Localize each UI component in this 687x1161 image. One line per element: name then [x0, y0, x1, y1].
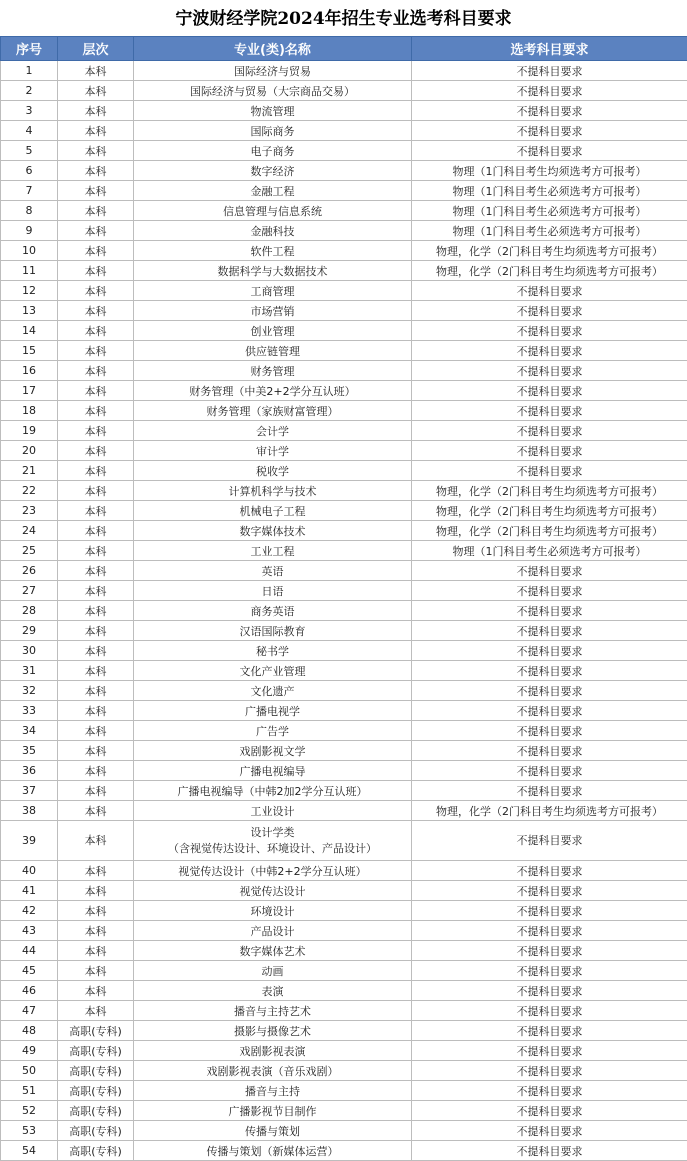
table-row — [1, 181, 687, 201]
cell-level: 本科 — [58, 121, 134, 141]
cell-requirement: 不提科目要求 — [412, 1061, 687, 1081]
cell-requirement: 不提科目要求 — [412, 401, 687, 421]
cell-major: 广播影视节目制作 — [134, 1101, 412, 1121]
cell-requirement: 物理，化学（2门科目考生均须选考方可报考） — [412, 481, 687, 501]
cell-number: 20 — [1, 441, 58, 461]
cell-level: 本科 — [58, 321, 134, 341]
cell-requirement: 不提科目要求 — [412, 1141, 687, 1161]
cell-level: 本科 — [58, 581, 134, 601]
table-row — [1, 701, 687, 721]
cell-level: 本科 — [58, 661, 134, 681]
cell-level: 本科 — [58, 81, 134, 101]
cell-level: 本科 — [58, 481, 134, 501]
cell-number: 31 — [1, 661, 58, 681]
table-body — [1, 61, 687, 1161]
cell-requirement: 不提科目要求 — [412, 941, 687, 961]
cell-level: 本科 — [58, 761, 134, 781]
cell-major: 播音与主持 — [134, 1081, 412, 1101]
cell-major: 计算机科学与技术 — [134, 481, 412, 501]
cell-level: 本科 — [58, 421, 134, 441]
cell-major: 秘书学 — [134, 641, 412, 661]
table-row — [1, 1101, 687, 1121]
cell-requirement: 不提科目要求 — [412, 61, 687, 81]
cell-number: 47 — [1, 1001, 58, 1021]
cell-number: 37 — [1, 781, 58, 801]
cell-level: 本科 — [58, 741, 134, 761]
cell-major: 数字媒体技术 — [134, 521, 412, 541]
cell-level: 本科 — [58, 201, 134, 221]
cell-level: 高职(专科) — [58, 1101, 134, 1121]
table-row — [1, 581, 687, 601]
cell-major: 传播与策划 — [134, 1121, 412, 1141]
cell-level: 本科 — [58, 641, 134, 661]
cell-requirement: 不提科目要求 — [412, 341, 687, 361]
cell-number: 34 — [1, 721, 58, 741]
cell-requirement: 不提科目要求 — [412, 781, 687, 801]
cell-requirement: 不提科目要求 — [412, 281, 687, 301]
cell-number: 14 — [1, 321, 58, 341]
cell-major: 视觉传达设计（中韩2+2学分互认班） — [134, 861, 412, 881]
cell-requirement: 不提科目要求 — [412, 361, 687, 381]
cell-requirement: 物理，化学（2门科目考生均须选考方可报考） — [412, 801, 687, 821]
cell-requirement: 不提科目要求 — [412, 1001, 687, 1021]
cell-level: 本科 — [58, 361, 134, 381]
cell-level: 本科 — [58, 781, 134, 801]
table-row — [1, 721, 687, 741]
cell-requirement: 不提科目要求 — [412, 321, 687, 341]
cell-number: 18 — [1, 401, 58, 421]
cell-major: 戏剧影视文学 — [134, 741, 412, 761]
cell-number: 54 — [1, 1141, 58, 1161]
table-row — [1, 361, 687, 381]
cell-requirement: 物理，化学（2门科目考生均须选考方可报考） — [412, 261, 687, 281]
table-row — [1, 621, 687, 641]
cell-number: 12 — [1, 281, 58, 301]
cell-major: 动画 — [134, 961, 412, 981]
table-row — [1, 1081, 687, 1101]
cell-number: 51 — [1, 1081, 58, 1101]
table-row — [1, 921, 687, 941]
cell-requirement: 不提科目要求 — [412, 1121, 687, 1141]
cell-level: 本科 — [58, 181, 134, 201]
cell-requirement: 物理，化学（2门科目考生均须选考方可报考） — [412, 501, 687, 521]
cell-number: 5 — [1, 141, 58, 161]
cell-number: 2 — [1, 81, 58, 101]
table-row — [1, 161, 687, 181]
cell-major: 市场营销 — [134, 301, 412, 321]
cell-number: 35 — [1, 741, 58, 761]
cell-major: 审计学 — [134, 441, 412, 461]
cell-requirement: 物理（1门科目考生必须选考方可报考） — [412, 201, 687, 221]
cell-number: 48 — [1, 1021, 58, 1041]
cell-level: 本科 — [58, 561, 134, 581]
cell-requirement: 物理，化学（2门科目考生均须选考方可报考） — [412, 521, 687, 541]
cell-number: 3 — [1, 101, 58, 121]
cell-level: 本科 — [58, 881, 134, 901]
table-row — [1, 81, 687, 101]
cell-major: 电子商务 — [134, 141, 412, 161]
cell-major: 会计学 — [134, 421, 412, 441]
cell-requirement: 不提科目要求 — [412, 661, 687, 681]
table-row — [1, 281, 687, 301]
cell-major: 国际经济与贸易 — [134, 61, 412, 81]
table-row — [1, 681, 687, 701]
cell-major: 财务管理（中美2+2学分互认班） — [134, 381, 412, 401]
cell-major: 供应链管理 — [134, 341, 412, 361]
cell-level: 本科 — [58, 921, 134, 941]
cell-number: 53 — [1, 1121, 58, 1141]
cell-requirement: 物理（1门科目考生必须选考方可报考） — [412, 221, 687, 241]
table-row — [1, 1061, 687, 1081]
cell-requirement: 不提科目要求 — [412, 121, 687, 141]
cell-level: 本科 — [58, 401, 134, 421]
cell-requirement: 物理（1门科目考生均须选考方可报考） — [412, 161, 687, 181]
cell-major: 财务管理（家族财富管理） — [134, 401, 412, 421]
cell-requirement: 物理，化学（2门科目考生均须选考方可报考） — [412, 241, 687, 261]
header-requirement: 选考科目要求 — [412, 37, 687, 61]
cell-level: 本科 — [58, 101, 134, 121]
cell-number: 49 — [1, 1041, 58, 1061]
cell-requirement: 不提科目要求 — [412, 721, 687, 741]
cell-requirement: 不提科目要求 — [412, 621, 687, 641]
cell-level: 高职(专科) — [58, 1081, 134, 1101]
cell-number: 10 — [1, 241, 58, 261]
table-row — [1, 1121, 687, 1141]
cell-major: 表演 — [134, 981, 412, 1001]
cell-number: 4 — [1, 121, 58, 141]
cell-level: 本科 — [58, 441, 134, 461]
table-row — [1, 521, 687, 541]
cell-number: 6 — [1, 161, 58, 181]
table-row — [1, 1041, 687, 1061]
cell-major: 工业工程 — [134, 541, 412, 561]
cell-major: 日语 — [134, 581, 412, 601]
cell-level: 本科 — [58, 801, 134, 821]
cell-level: 本科 — [58, 381, 134, 401]
cell-major: 信息管理与信息系统 — [134, 201, 412, 221]
table-row — [1, 1021, 687, 1041]
cell-number: 11 — [1, 261, 58, 281]
cell-number: 24 — [1, 521, 58, 541]
table-row — [1, 561, 687, 581]
cell-number: 40 — [1, 861, 58, 881]
table-row — [1, 801, 687, 821]
header-level: 层次 — [58, 37, 134, 61]
cell-major: 税收学 — [134, 461, 412, 481]
table-row — [1, 661, 687, 681]
cell-level: 高职(专科) — [58, 1021, 134, 1041]
cell-level: 高职(专科) — [58, 1121, 134, 1141]
cell-major: 创业管理 — [134, 321, 412, 341]
cell-major: 数字经济 — [134, 161, 412, 181]
cell-level: 本科 — [58, 701, 134, 721]
cell-major: 广播电视学 — [134, 701, 412, 721]
cell-number: 1 — [1, 61, 58, 81]
table-row — [1, 241, 687, 261]
table-header-row — [1, 37, 687, 61]
cell-level: 本科 — [58, 221, 134, 241]
cell-requirement: 不提科目要求 — [412, 761, 687, 781]
cell-major: 物流管理 — [134, 101, 412, 121]
cell-requirement: 物理（1门科目考生必须选考方可报考） — [412, 541, 687, 561]
cell-number: 32 — [1, 681, 58, 701]
cell-requirement: 物理（1门科目考生必须选考方可报考） — [412, 181, 687, 201]
cell-requirement: 不提科目要求 — [412, 861, 687, 881]
cell-number: 17 — [1, 381, 58, 401]
cell-requirement: 不提科目要求 — [412, 1101, 687, 1121]
cell-requirement: 不提科目要求 — [412, 821, 687, 861]
cell-major: 广播电视编导（中韩2加2学分互认班） — [134, 781, 412, 801]
cell-level: 本科 — [58, 541, 134, 561]
cell-number: 28 — [1, 601, 58, 621]
cell-number: 38 — [1, 801, 58, 821]
cell-number: 9 — [1, 221, 58, 241]
cell-major: 工业设计 — [134, 801, 412, 821]
table-row — [1, 121, 687, 141]
cell-major: 数据科学与大数据技术 — [134, 261, 412, 281]
table-row — [1, 381, 687, 401]
table-row — [1, 441, 687, 461]
cell-number: 36 — [1, 761, 58, 781]
cell-major: 广告学 — [134, 721, 412, 741]
cell-major: 国际经济与贸易（大宗商品交易） — [134, 81, 412, 101]
table-row — [1, 901, 687, 921]
admission-requirements-table — [0, 36, 687, 1161]
cell-number: 16 — [1, 361, 58, 381]
cell-level: 高职(专科) — [58, 1141, 134, 1161]
table-row — [1, 501, 687, 521]
cell-requirement: 不提科目要求 — [412, 681, 687, 701]
table-row — [1, 481, 687, 501]
cell-major: 金融工程 — [134, 181, 412, 201]
cell-number: 41 — [1, 881, 58, 901]
table-row — [1, 201, 687, 221]
cell-requirement: 不提科目要求 — [412, 981, 687, 1001]
cell-major: 数字媒体艺术 — [134, 941, 412, 961]
cell-number: 19 — [1, 421, 58, 441]
table-row — [1, 221, 687, 241]
table-row — [1, 301, 687, 321]
cell-level: 本科 — [58, 161, 134, 181]
cell-level: 高职(专科) — [58, 1041, 134, 1061]
cell-level: 本科 — [58, 461, 134, 481]
cell-level: 本科 — [58, 961, 134, 981]
cell-level: 本科 — [58, 721, 134, 741]
cell-requirement: 不提科目要求 — [412, 601, 687, 621]
cell-major: 环境设计 — [134, 901, 412, 921]
cell-major: 视觉传达设计 — [134, 881, 412, 901]
cell-requirement: 不提科目要求 — [412, 581, 687, 601]
cell-requirement: 不提科目要求 — [412, 101, 687, 121]
cell-number: 8 — [1, 201, 58, 221]
cell-major: 汉语国际教育 — [134, 621, 412, 641]
table-row — [1, 961, 687, 981]
cell-number: 39 — [1, 821, 58, 861]
cell-number: 23 — [1, 501, 58, 521]
cell-major: 产品设计 — [134, 921, 412, 941]
cell-requirement: 不提科目要求 — [412, 641, 687, 661]
cell-requirement: 不提科目要求 — [412, 461, 687, 481]
cell-requirement: 不提科目要求 — [412, 561, 687, 581]
cell-number: 26 — [1, 561, 58, 581]
major-name-line: 设计学类 — [134, 825, 411, 841]
cell-number: 33 — [1, 701, 58, 721]
cell-requirement: 不提科目要求 — [412, 1041, 687, 1061]
cell-level: 本科 — [58, 901, 134, 921]
table-row — [1, 341, 687, 361]
table-row — [1, 861, 687, 881]
cell-major: 英语 — [134, 561, 412, 581]
cell-level: 本科 — [58, 341, 134, 361]
cell-number: 15 — [1, 341, 58, 361]
cell-major — [134, 821, 412, 861]
cell-level: 本科 — [58, 501, 134, 521]
cell-number: 50 — [1, 1061, 58, 1081]
cell-number: 45 — [1, 961, 58, 981]
cell-major: 机械电子工程 — [134, 501, 412, 521]
cell-level: 本科 — [58, 601, 134, 621]
table-row — [1, 141, 687, 161]
table-row — [1, 761, 687, 781]
cell-major: 广播电视编导 — [134, 761, 412, 781]
cell-number: 42 — [1, 901, 58, 921]
header-number: 序号 — [1, 37, 58, 61]
major-name-detail: （含视觉传达设计、环境设计、产品设计） — [134, 841, 411, 857]
cell-level: 本科 — [58, 1001, 134, 1021]
cell-major: 商务英语 — [134, 601, 412, 621]
cell-number: 30 — [1, 641, 58, 661]
cell-level: 本科 — [58, 681, 134, 701]
cell-major: 国际商务 — [134, 121, 412, 141]
table-row — [1, 881, 687, 901]
cell-number: 29 — [1, 621, 58, 641]
cell-number: 22 — [1, 481, 58, 501]
cell-number: 52 — [1, 1101, 58, 1121]
cell-requirement: 不提科目要求 — [412, 301, 687, 321]
table-row — [1, 61, 687, 81]
header-major: 专业(类)名称 — [134, 37, 412, 61]
cell-level: 本科 — [58, 301, 134, 321]
cell-major: 金融科技 — [134, 221, 412, 241]
table-row — [1, 1141, 687, 1161]
table-row — [1, 541, 687, 561]
cell-number: 21 — [1, 461, 58, 481]
cell-requirement: 不提科目要求 — [412, 441, 687, 461]
cell-requirement: 不提科目要求 — [412, 1081, 687, 1101]
cell-number: 13 — [1, 301, 58, 321]
table-row — [1, 1001, 687, 1021]
cell-number: 7 — [1, 181, 58, 201]
cell-level: 本科 — [58, 521, 134, 541]
cell-major: 软件工程 — [134, 241, 412, 261]
cell-major: 戏剧影视表演（音乐戏剧） — [134, 1061, 412, 1081]
table-row — [1, 461, 687, 481]
table-row — [1, 941, 687, 961]
cell-major: 播音与主持艺术 — [134, 1001, 412, 1021]
cell-level: 本科 — [58, 621, 134, 641]
cell-requirement: 不提科目要求 — [412, 901, 687, 921]
cell-level: 本科 — [58, 61, 134, 81]
table-row — [1, 101, 687, 121]
table-row — [1, 421, 687, 441]
table-row — [1, 741, 687, 761]
table-row — [1, 601, 687, 621]
table-row — [1, 401, 687, 421]
cell-level: 本科 — [58, 261, 134, 281]
cell-requirement: 不提科目要求 — [412, 1021, 687, 1041]
cell-requirement: 不提科目要求 — [412, 141, 687, 161]
cell-number: 46 — [1, 981, 58, 1001]
cell-major: 文化产业管理 — [134, 661, 412, 681]
table-row — [1, 641, 687, 661]
table-row — [1, 781, 687, 801]
cell-level: 本科 — [58, 141, 134, 161]
cell-level: 本科 — [58, 861, 134, 881]
cell-major: 财务管理 — [134, 361, 412, 381]
table-row — [1, 981, 687, 1001]
cell-major: 摄影与摄像艺术 — [134, 1021, 412, 1041]
cell-number: 27 — [1, 581, 58, 601]
cell-requirement: 不提科目要求 — [412, 741, 687, 761]
cell-requirement: 不提科目要求 — [412, 881, 687, 901]
table-row — [1, 821, 687, 861]
cell-requirement: 不提科目要求 — [412, 421, 687, 441]
cell-number: 43 — [1, 921, 58, 941]
cell-major: 戏剧影视表演 — [134, 1041, 412, 1061]
cell-requirement: 不提科目要求 — [412, 961, 687, 981]
cell-requirement: 不提科目要求 — [412, 381, 687, 401]
cell-level: 本科 — [58, 981, 134, 1001]
cell-major: 工商管理 — [134, 281, 412, 301]
cell-level: 本科 — [58, 281, 134, 301]
cell-level: 本科 — [58, 941, 134, 961]
page-title: 宁波财经学院2024年招生专业选考科目要求 — [0, 0, 687, 36]
cell-major: 传播与策划（新媒体运营） — [134, 1141, 412, 1161]
cell-major: 文化遗产 — [134, 681, 412, 701]
cell-level: 高职(专科) — [58, 1061, 134, 1081]
table-row — [1, 321, 687, 341]
cell-level: 本科 — [58, 821, 134, 861]
cell-level: 本科 — [58, 241, 134, 261]
cell-number: 25 — [1, 541, 58, 561]
table-row — [1, 261, 687, 281]
cell-number: 44 — [1, 941, 58, 961]
cell-requirement: 不提科目要求 — [412, 701, 687, 721]
cell-requirement: 不提科目要求 — [412, 81, 687, 101]
cell-requirement: 不提科目要求 — [412, 921, 687, 941]
